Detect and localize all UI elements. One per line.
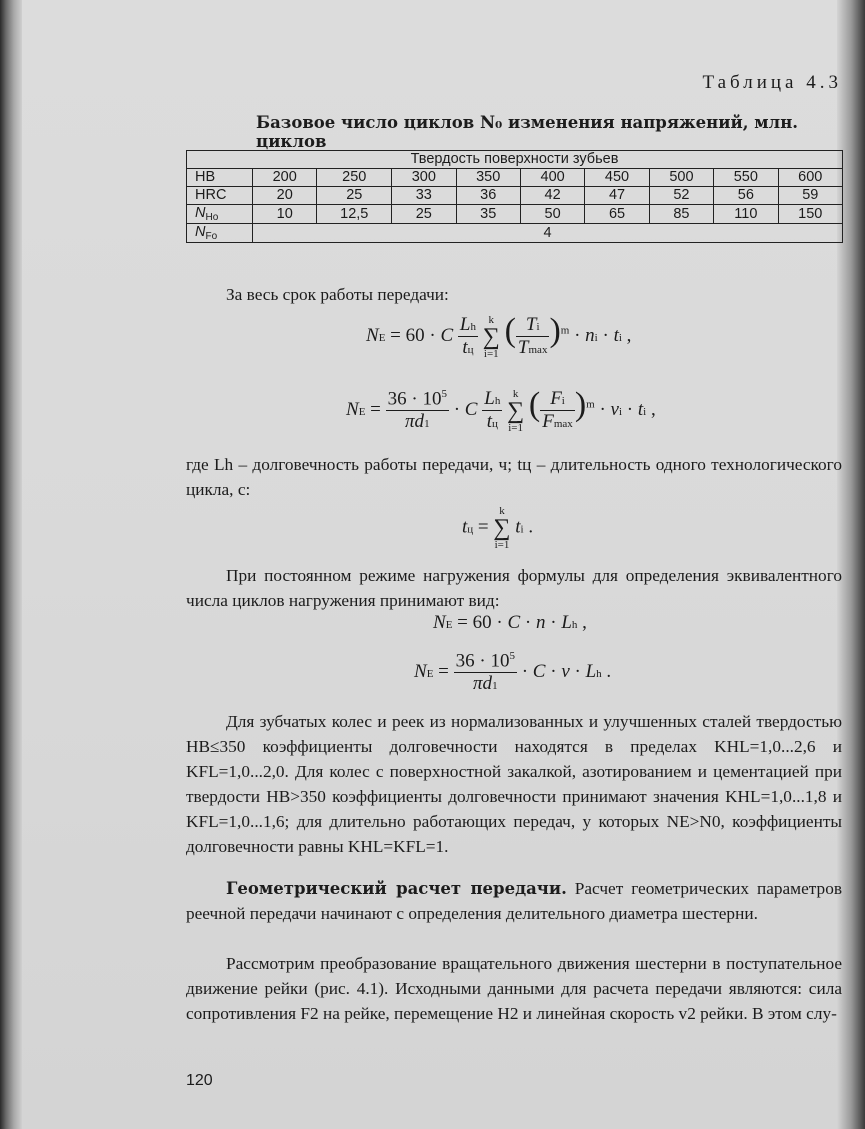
table-cell: 65 xyxy=(585,205,649,224)
table-label: Таблица 4.3 xyxy=(702,72,842,93)
table-cell: 25 xyxy=(317,187,392,205)
table-row-hb xyxy=(187,169,843,187)
formula-ne-4: NE = $\frac{36 \cdot 10^5}{\pi d1}$ · C · v · Lh . xyxy=(414,650,612,695)
table-row-nfo xyxy=(187,224,843,243)
table-cell: 450 xyxy=(585,169,649,187)
formula-ne-2: NE = $\frac{36 \cdot 10^5}{\pi d1}$ · C $\frac{Lh}{tц}$ k ∑ i=1 ( $\frac{Fi}{Fmax}$ )$^m$ · vi · ti , xyxy=(346,386,656,434)
paragraph-6: Рассмотрим преобразование вращательного движения шестерни в поступательное движение рейки (рис. 4.1). Исходными данными для расчета передачи являются: сила сопротивления F2 на рейке, перемещение H2 и линейная скорость v2 рейки. В этом слу- xyxy=(186,954,842,1023)
table-cell: 500 xyxy=(649,169,713,187)
table-cell: 10 xyxy=(253,205,317,224)
cycles-table xyxy=(186,150,843,243)
table-cell: 56 xyxy=(714,187,778,205)
table-row-hrc xyxy=(187,187,843,205)
table-header-row xyxy=(187,151,843,169)
table-cell: 400 xyxy=(520,169,584,187)
table-cell: 85 xyxy=(649,205,713,224)
table-caption: Базовое число циклов N₀ изменения напряжений, млн. циклов xyxy=(256,113,799,151)
table-cell: 600 xyxy=(778,169,842,187)
table-cell: 250 xyxy=(317,169,392,187)
row-label: $N_{Ho}$ xyxy=(187,205,253,224)
table-cell: 300 xyxy=(392,169,456,187)
table-cell: 150 xyxy=(778,205,842,224)
table-cell: 50 xyxy=(520,205,584,224)
table-cell: 33 xyxy=(392,187,456,205)
row-label: HRC xyxy=(187,187,253,205)
page-number: 120 xyxy=(186,1072,213,1089)
paragraph-1: За весь срок работы передачи: xyxy=(226,285,449,304)
paragraph-2: где Lh – долговечность работы передачи, ч; tц – длительность одного технологического цикла, с: xyxy=(186,455,842,499)
table-cell: 550 xyxy=(714,169,778,187)
table-cell: 59 xyxy=(778,187,842,205)
table-row-nho xyxy=(187,205,843,224)
table-cell: 35 xyxy=(456,205,520,224)
formula-ne-1: NE = 60 · C $\frac{Lh}{tц}$ k ∑ i=1 ( $\frac{Ti}{Tmax}$ )$^m$ · ni · ti , xyxy=(366,312,632,360)
table-cell: 25 xyxy=(392,205,456,224)
paragraph-5 xyxy=(186,876,842,926)
table-cell: 12,5 xyxy=(317,205,392,224)
table-cell: 20 xyxy=(253,187,317,205)
book-page xyxy=(22,0,842,1129)
table-cell: 42 xyxy=(520,187,584,205)
formula-tc: tц = k ∑ i=1 ti . xyxy=(462,505,534,551)
paragraph-3: При постоянном режиме нагружения формулы для определения эквивалентного числа циклов нагружения принимают вид: xyxy=(186,566,842,610)
table-cell: 36 xyxy=(456,187,520,205)
table-cell: 350 xyxy=(456,169,520,187)
section-heading: Геометрический расчет передачи. xyxy=(226,879,567,898)
row-label: HB xyxy=(187,169,253,187)
table-cell: 52 xyxy=(649,187,713,205)
row-label: $N_{Fo}$ xyxy=(187,224,253,243)
formula-ne-3: NE = 60 · C · n · Lh , xyxy=(433,612,587,633)
table-cell: 200 xyxy=(253,169,317,187)
table-header: Твердость поверхности зубьев xyxy=(187,151,843,169)
table-cell: 47 xyxy=(585,187,649,205)
paragraph-5-text: Расчет геометрических параметров реечной передачи начинают с определения делительного диаметра шестерни. xyxy=(186,879,842,923)
table-cell: 110 xyxy=(714,205,778,224)
table-cell: 4 xyxy=(253,224,843,243)
paragraph-4: Для зубчатых колес и реек из нормализованных и улучшенных сталей твердостью HB≤350 коэффициенты долговечности находятся в пределах KHL=1,0...2,6 и KFL=1,0...2,0. Для колес с поверхностной закалкой, азотированием и цементацией при твердости HB>350 коэффициенты долговечности принимают значения KHL=1,0...1,8 и KFL=1,0...1,6; для длительно работающих передач, у которых NE>N0, коэффициенты долговечности равны KHL=KFL=1. xyxy=(186,712,842,856)
scan-shadow-left xyxy=(0,0,22,1129)
